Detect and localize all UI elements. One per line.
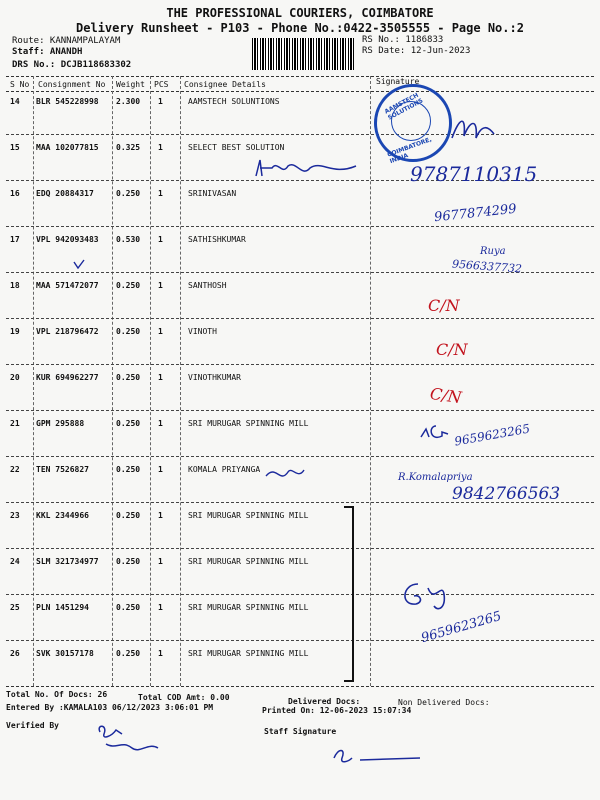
- cell-consignment: VPL 942093483: [36, 235, 99, 244]
- total-cod-amount: Total COD Amt: 0.00: [138, 693, 230, 702]
- handwritten-cn: C/N: [428, 296, 460, 315]
- cell-consignment: SLM 321734977: [36, 557, 99, 566]
- row-separator: [6, 318, 594, 319]
- signature-scribble-icon: [252, 156, 362, 182]
- cell-consignee: SRI MURUGAR SPINNING MILL: [188, 557, 309, 566]
- row-separator: [6, 226, 594, 227]
- cell-pcs: 1: [158, 603, 163, 612]
- cell-consignment: SVK 30157178: [36, 649, 94, 658]
- header-bottom-rule: [6, 91, 594, 92]
- table-row: [0, 649, 600, 695]
- handwritten-name: R.Komalapriya: [398, 472, 473, 483]
- cell-sno: 14: [10, 97, 20, 106]
- cell-weight: 0.250: [116, 649, 141, 658]
- handwritten-phone: 9787110315: [410, 162, 538, 186]
- cell-consignment: GPM 295888: [36, 419, 85, 428]
- cell-pcs: 1: [158, 327, 163, 336]
- cell-pcs: 1: [158, 97, 163, 106]
- cell-sno: 16: [10, 189, 20, 198]
- cell-consignment: BLR 545228998: [36, 97, 99, 106]
- header-top-rule: [6, 76, 594, 77]
- cell-weight: 0.250: [116, 419, 141, 428]
- cell-weight: 0.250: [116, 327, 141, 336]
- cell-sno: 19: [10, 327, 20, 336]
- delivered-docs: Delivered Docs:: [288, 697, 361, 706]
- cell-consignment: EDQ 20884317: [36, 189, 94, 198]
- cell-weight: 0.250: [116, 189, 141, 198]
- verified-by-label: Verified By: [6, 721, 59, 730]
- cell-consignee: SRI MURUGAR SPINNING MILL: [188, 419, 309, 428]
- signature-scribble-icon: [418, 422, 452, 444]
- signature-scribble-icon: [398, 578, 462, 614]
- cell-pcs: 1: [158, 143, 163, 152]
- cell-consignee: VINOTHKUMAR: [188, 373, 241, 382]
- handwritten-cn: C/N: [428, 383, 463, 408]
- cell-consignee: SRI MURUGAR SPINNING MILL: [188, 649, 309, 658]
- signature-scribble-icon: [262, 462, 308, 486]
- verifier-signature-icon: [92, 720, 166, 760]
- grouping-bracket: [344, 506, 354, 682]
- cell-weight: 0.325: [116, 143, 141, 152]
- runsheet-title: Delivery Runsheet - P103 - Phone No.:0422-3505555 - Page No.:2: [76, 21, 524, 35]
- table-row: [0, 327, 600, 373]
- stamp-bottom-text: COIMBATORE, INDIA: [386, 136, 433, 166]
- staff-label: Staff: ANANDH: [12, 47, 83, 57]
- row-separator: [6, 594, 594, 595]
- cell-consignment: TEN 7526827: [36, 465, 89, 474]
- cell-consignment: VPL 218796472: [36, 327, 99, 336]
- cell-weight: 0.250: [116, 281, 141, 290]
- cell-sno: 21: [10, 419, 20, 428]
- handwritten-name: Ruya: [480, 246, 506, 257]
- handwritten-phone: 9566337732: [451, 257, 523, 276]
- rs-date: RS Date: 12-Jun-2023: [362, 46, 471, 56]
- cell-consignee: VINOTH: [188, 327, 217, 336]
- cell-pcs: 1: [158, 373, 163, 382]
- cell-pcs: 1: [158, 189, 163, 198]
- col-header-consignment: Consignment No: [38, 80, 106, 89]
- cell-sno: 26: [10, 649, 20, 658]
- row-separator: [6, 410, 594, 411]
- non-delivered-docs: Non Delivered Docs:: [398, 698, 490, 707]
- signature-scribble-icon: [448, 112, 498, 146]
- cell-consignment: MAA 571472077: [36, 281, 99, 290]
- cell-weight: 0.250: [116, 511, 141, 520]
- row-separator: [6, 548, 594, 549]
- handwritten-phone: 9659623265: [453, 421, 531, 449]
- cell-consignment: PLN 1451294: [36, 603, 89, 612]
- cell-consignee: KOMALA PRIYANGA: [188, 465, 261, 474]
- table-bottom-rule: [6, 686, 594, 687]
- col-header-weight: Weight: [116, 80, 145, 89]
- cell-weight: 0.250: [116, 603, 141, 612]
- cell-weight: 0.530: [116, 235, 141, 244]
- cell-consignee: SRI MURUGAR SPINNING MILL: [188, 603, 309, 612]
- cell-weight: 0.250: [116, 373, 141, 382]
- cell-pcs: 1: [158, 419, 163, 428]
- cell-consignee: SRINIVASAN: [188, 189, 237, 198]
- cell-sno: 22: [10, 465, 20, 474]
- row-separator: [6, 640, 594, 641]
- row-separator: [6, 134, 594, 135]
- cell-weight: 0.250: [116, 465, 141, 474]
- cell-sno: 20: [10, 373, 20, 382]
- cell-consignment: KUR 694962277: [36, 373, 99, 382]
- handwritten-phone: 9842766563: [452, 484, 561, 504]
- cell-weight: 2.300: [116, 97, 141, 106]
- row-separator: [6, 456, 594, 457]
- col-header-pcs: PCS: [154, 80, 169, 89]
- cell-consignee: SATHISHKUMAR: [188, 235, 246, 244]
- handwritten-phone: 9659623265: [419, 608, 504, 647]
- table-row: [0, 97, 600, 143]
- company-stamp: [374, 84, 452, 166]
- cell-consignee: SRI MURUGAR SPINNING MILL: [188, 511, 309, 520]
- table-row: [0, 511, 600, 557]
- entered-by: Entered By :KAMALA103 06/12/2023 3:06:01 PM: [6, 703, 214, 712]
- cell-pcs: 1: [158, 465, 163, 474]
- cell-consignee: SANTHOSH: [188, 281, 227, 290]
- col-header-signature: Signature: [376, 77, 420, 86]
- barcode: [252, 38, 354, 70]
- handwritten-phone: 9677874299: [433, 201, 518, 226]
- table-row: [0, 557, 600, 603]
- cell-pcs: 1: [158, 557, 163, 566]
- handwritten-cn: C/N: [436, 340, 468, 359]
- rs-number: RS No.: 1186833: [362, 35, 444, 45]
- cell-sno: 15: [10, 143, 20, 152]
- cell-weight: 0.250: [116, 557, 141, 566]
- cell-pcs: 1: [158, 281, 163, 290]
- col-header-consignee: Consignee Details: [184, 80, 266, 89]
- row-separator: [6, 364, 594, 365]
- col-header-sno: S No: [10, 80, 30, 89]
- cell-consignee: AAMSTECH SOLUNTIONS: [188, 97, 280, 106]
- drs-number: DRS No.: DCJB118683302: [12, 60, 132, 70]
- cell-sno: 23: [10, 511, 20, 520]
- cell-pcs: 1: [158, 235, 163, 244]
- table-row: [0, 603, 600, 649]
- table-row: [0, 373, 600, 419]
- printed-on: Printed On: 12-06-2023 15:07:34: [262, 706, 412, 715]
- stamp-top-text: AAMSTECH SOLUTIONS: [383, 91, 425, 122]
- cell-consignment: MAA 102077815: [36, 143, 99, 152]
- cell-sno: 18: [10, 281, 20, 290]
- route-label: Route: KANNAMPALAYAM: [12, 36, 121, 46]
- cell-consignee: SELECT BEST SOLUTION: [188, 143, 285, 152]
- tick-mark-icon: [72, 258, 86, 270]
- company-title: THE PROFESSIONAL COURIERS, COIMBATORE: [166, 6, 434, 20]
- staff-signature-label: Staff Signature: [264, 727, 337, 736]
- cell-pcs: 1: [158, 649, 163, 658]
- staff-signature-icon: [330, 744, 430, 768]
- table-row: [0, 281, 600, 327]
- cell-consignment: KKL 2344966: [36, 511, 89, 520]
- cell-sno: 25: [10, 603, 20, 612]
- total-docs: Total No. Of Docs: 26: [6, 690, 108, 699]
- cell-pcs: 1: [158, 511, 163, 520]
- cell-sno: 17: [10, 235, 20, 244]
- cell-sno: 24: [10, 557, 20, 566]
